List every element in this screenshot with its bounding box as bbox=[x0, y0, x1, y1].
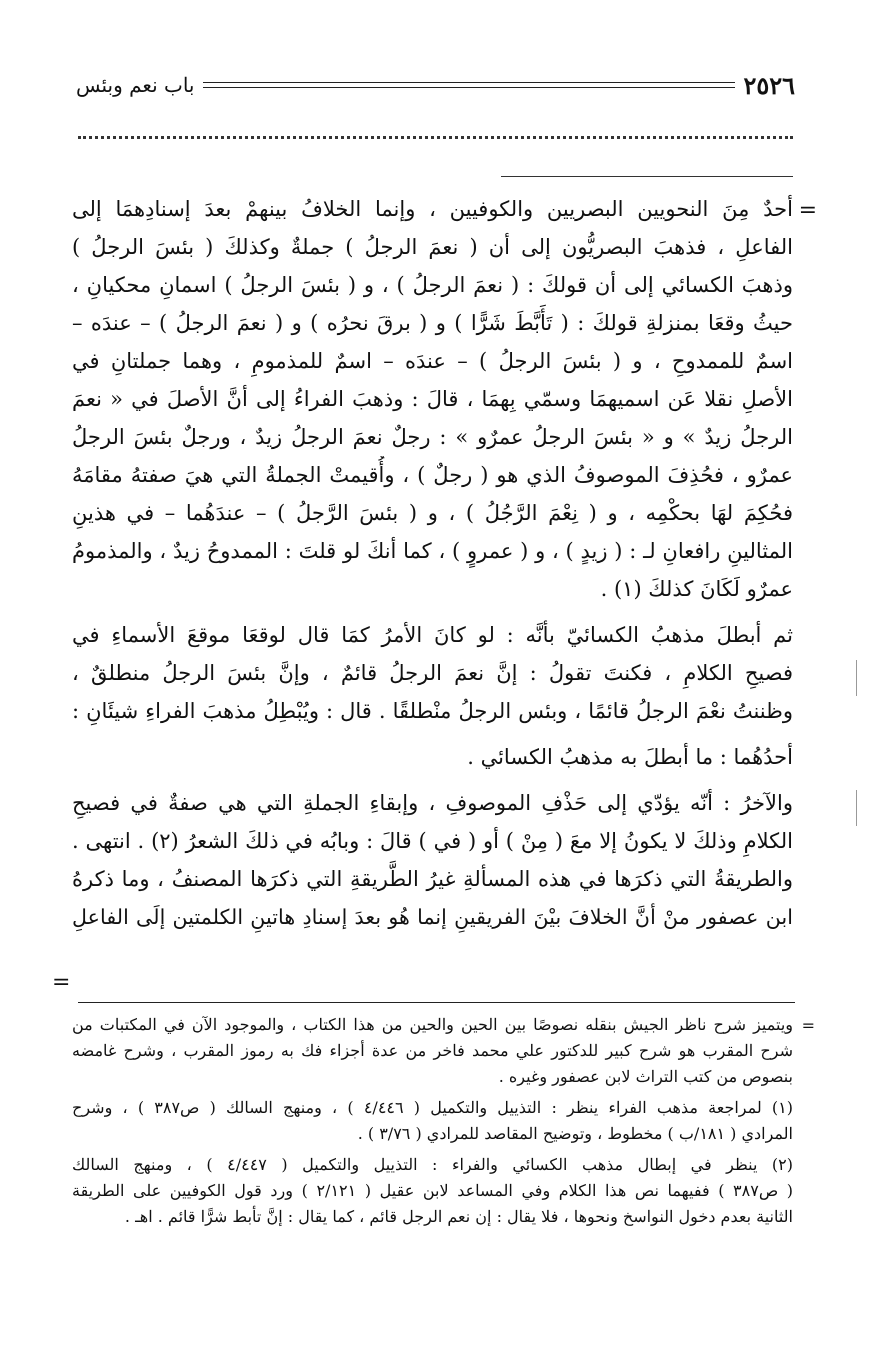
text-line: الأصلِ نقلا عَن اسميهمَا وسمّي بِهمَا ، قالَ : وذهبَ الفراءُ إلى أنَّ الأصلَ في « نعمَ bbox=[72, 387, 793, 411]
text-line: أحدٌ مِنَ النحويين البصريين والكوفيين ، وإنما الخلافُ بينهمْ بعدَ إسنادِهمَا إلى bbox=[72, 197, 793, 221]
text-line: ابن عصفور منْ أنَّ الخلافَ بيْنَ الفريقينِ إنما هُو بعدَ إسنادِ هاتينِ الكلمتين إلَى الفاعلِ bbox=[72, 905, 793, 929]
text-line: الفاعلِ ، فذهبَ البصريُّون إلى أن ( نعمَ الرجلُ ) جملةٌ وكذلكَ ( بئسَ الرجلُ ) bbox=[72, 235, 793, 259]
footnotes bbox=[72, 1012, 793, 1230]
text-line: عمرٌو ، فحُذِفَ الموصوفُ الذي هو ( رجلٌ ) ، وأُقيمتْ الجملةُ التي هيَ صفتهُ مقامَهُ bbox=[72, 463, 793, 487]
margin-mark bbox=[856, 790, 857, 826]
margin-mark bbox=[856, 660, 857, 696]
footnote-line: (٢) ينظر في إبطال مذهب الكسائي والفراء : التذييل والتكميل ( ٤/٤٤٧ ) ، ومنهج السالك bbox=[72, 1155, 793, 1174]
footnote-line: شرح المقرب هو شرح كبير للدكتور علي محمد فاخر من عدة أجزاء فك به رموز المقرب ، وشرح غامضه bbox=[72, 1041, 793, 1060]
text-line: المثالينِ رافعانِ لـ : ( زيدٍ ) ، و ( عمروٍ ) ، كما أنكَ لو قلتَ : الممدوحُ زيدٌ ، والمذمومُ bbox=[72, 539, 793, 563]
text-line: وظننتُ نعْمَ الرجلُ قائمًا ، وبئس الرجلُ منْطلقًا . قال : ويُبْطِلُ مذهبَ الفراءِ شيئَانِ : bbox=[72, 699, 793, 723]
text-line: اسمٌ للممدوحِ ، و ( بئسَ الرجلُ ) – عندَه – اسمٌ للمذمومِ ، وهما جملتانِ في bbox=[72, 349, 793, 373]
footnote-line: (١) لمراجعة مذهب الفراء ينظر : التذييل والتكميل ( ٤/٤٤٦ ) ، ومنهج السالك ( ص٣٨٧ ) ، وشرح bbox=[72, 1098, 793, 1117]
continuation-mark-top: = bbox=[798, 198, 817, 223]
text-line: عمرٌو لَكَانَ كذلكَ (١) . bbox=[600, 577, 793, 601]
short-rule bbox=[501, 176, 793, 177]
text-line: وذهبَ الكسائي إلى أن قولكَ : ( نعمَ الرجلُ ) ، و ( بئسَ الرجلُ ) اسمانِ محكيانِ ، bbox=[72, 273, 793, 297]
text-line: أحدُهُما : ما أبطلَ به مذهبُ الكسائي . bbox=[467, 745, 793, 769]
text-line: ثم أبطلَ مذهبُ الكسائيّ بأنَّه : لو كانَ الأمرُ كمَا قال لوقعَا موقعَ الأسماءِ في bbox=[72, 623, 793, 647]
running-header bbox=[76, 70, 795, 100]
footnote-line: المرادي ( ١٨١/ب ) مخطوط ، وتوضيح المقاصد للمرادي ( ٣/٧٦ ) . bbox=[357, 1124, 793, 1143]
text-line: الكلامِ وذلكَ لا يكونُ إلا معَ ( مِنْ ) أو ( في ) قالَ : وبابُه في ذلكَ الشعرُ (٢) . انتهى . bbox=[72, 829, 793, 853]
text-line: والطريقةُ التي ذكرَها في هذه المسألةِ غيرُ الطَّريقةِ التي ذكرَها المصنفُ ، وما ذكرهُ bbox=[72, 867, 793, 891]
footnote-rule bbox=[78, 1002, 795, 1003]
text-line: حيثُ وقعَا بمنزلةِ قولكَ : ( تَأَبَّطَ شَرًّا ) و ( برقَ نحرُه ) و ( نعمَ الرجلُ ) – عندَه – bbox=[72, 311, 793, 335]
footnote-continuation-mark: = bbox=[801, 1016, 815, 1035]
footnote-line: الثانية بعدم دخول النواسخ ونحوها ، فلا يقال : إن نعم الرجل قائم ، كما يقال : إنَّ تأبط شرًّا قائم . اهـ . bbox=[124, 1207, 793, 1226]
chapter-title: باب نعم وبئس bbox=[76, 73, 195, 97]
continuation-mark-bottom: = bbox=[52, 970, 71, 995]
dotted-separator bbox=[78, 136, 793, 139]
footnote-line: ( ص٣٨٧ ) ففيهما نص هذا الكلام وفي المساعد لابن عقيل ( ٢/١٢١ ) ورد قول الكوفيين على الطريقة bbox=[72, 1181, 793, 1200]
footnote-line: ويتميز شرح ناظر الجيش بنقله نصوصًا بين الحين والحين من هذا الكتاب ، والموجود الآن في المكتبات من bbox=[72, 1015, 793, 1034]
header-rule bbox=[203, 82, 736, 88]
text-line: الرجلُ زيدٌ » و « بئسَ الرجلُ عمرٌو » : رجلٌ نعمَ الرجلُ زيدٌ ، ورجلٌ بئسَ الرجلُ bbox=[72, 425, 793, 449]
page-number: ٢٥٢٦ bbox=[743, 70, 795, 100]
text-line: فصيحِ الكلامِ ، فكنتَ تقولُ : إنَّ نعمَ الرجلُ قائمٌ ، وإنَّ بئسَ الرجلُ منطلقٌ ، bbox=[72, 661, 793, 685]
main-text bbox=[72, 190, 793, 936]
text-line: فحُكِمَ لهَا بحكْمِه ، و ( نِعْمَ الرَّجُلُ ) ، و ( بئسَ الرَّجلُ ) – عندَهُما – في هذينِ bbox=[72, 501, 793, 525]
footnote-line: بنصوص من كتب التراث لابن عصفور وغيره . bbox=[498, 1067, 793, 1086]
text-line: والآخرُ : أنّه يؤدّي إلى حَذْفِ الموصوفِ ، وإبقاءِ الجملةِ التي هي صفةٌ في فصيحِ bbox=[72, 791, 793, 815]
